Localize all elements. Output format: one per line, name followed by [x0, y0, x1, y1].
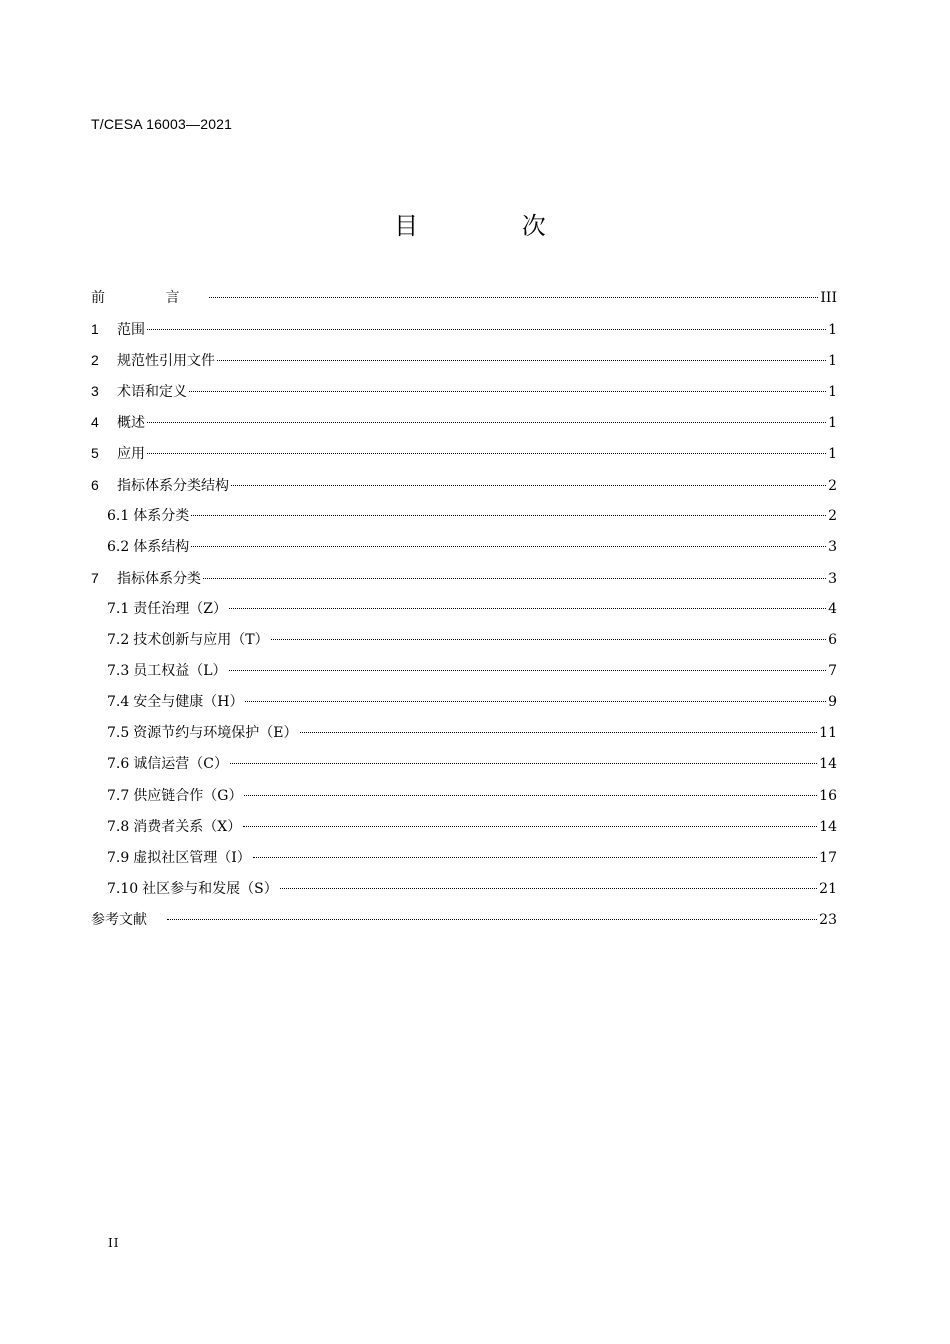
toc-entry-page: III [820, 290, 837, 306]
dot-leader [203, 578, 826, 579]
toc-entry-number: 7.5 [107, 725, 130, 742]
dot-leader [244, 795, 817, 796]
toc-entry-label: 技术创新与应用（T） [133, 632, 269, 649]
toc-entry-label: 员工权益（L） [133, 663, 227, 680]
toc-entry-label: 应用 [117, 446, 145, 463]
dot-leader [189, 391, 826, 392]
toc-entry-page: 9 [828, 694, 837, 711]
toc-entry-number: 1 [91, 321, 99, 338]
toc-entry-number: 6 [91, 476, 99, 493]
toc-entry-page: 23 [819, 911, 837, 928]
dot-leader [209, 297, 818, 298]
document-code: T/CESA 16003—2021 [91, 116, 233, 132]
toc-entry[interactable] [91, 625, 837, 656]
toc-entry-page: 4 [828, 600, 837, 617]
toc-entry-label: 前 言 [91, 290, 208, 306]
toc-entry-number: 6.1 [107, 507, 130, 524]
toc-entry[interactable] [91, 812, 837, 843]
dot-leader [147, 329, 826, 330]
dot-leader [229, 608, 826, 609]
toc-entry[interactable] [91, 438, 837, 469]
toc-entry-label: 消费者关系（X） [133, 818, 242, 835]
toc-entry-page: 2 [828, 477, 837, 494]
toc-entry-number: 7.2 [107, 632, 130, 649]
toc-entry[interactable] [91, 563, 837, 594]
toc-entry-number: 6.2 [107, 538, 130, 555]
dot-leader [147, 422, 826, 423]
toc-entry[interactable] [91, 874, 837, 905]
dot-leader [300, 732, 818, 733]
toc-entry-number: 7.9 [107, 849, 130, 866]
toc-entry-label: 概述 [117, 415, 145, 432]
toc-entry-number: 3 [91, 383, 99, 400]
toc-entry-number: 7.4 [107, 694, 130, 711]
toc-entry-page: 3 [828, 538, 837, 555]
toc-entry-page: 3 [828, 570, 837, 587]
toc-entry-label: 体系分类 [133, 507, 190, 524]
toc-entry-label: 虚拟社区管理（I） [133, 849, 251, 866]
toc-entry[interactable] [91, 376, 837, 407]
toc-entry[interactable] [91, 283, 837, 314]
toc-entry-label: 规范性引用文件 [117, 353, 215, 370]
toc-entry-page: 2 [828, 507, 837, 524]
toc-entry[interactable] [91, 687, 837, 718]
toc-entry-label: 诚信运营（C） [133, 756, 228, 773]
toc-entry-label: 术语和定义 [117, 384, 187, 401]
toc-entry-label: 社区参与和发展（S） [142, 880, 278, 897]
dot-leader [231, 485, 826, 486]
toc-entry-page: 1 [828, 353, 837, 370]
toc-entry-number: 7.6 [107, 756, 130, 773]
toc-entry-label: 参考文献 [91, 911, 147, 928]
table-of-contents [91, 283, 837, 936]
toc-entry[interactable] [91, 843, 837, 874]
toc-entry-label: 资源节约与环境保护（E） [133, 725, 298, 742]
dot-leader [243, 826, 817, 827]
dot-leader [245, 701, 826, 702]
toc-entry-number: 7.10 [107, 880, 139, 897]
toc-entry-number: 7.8 [107, 818, 130, 835]
toc-entry-label: 指标体系分类 [117, 570, 201, 587]
toc-entry[interactable] [91, 749, 837, 780]
toc-entry-number: 7 [91, 569, 99, 586]
dot-leader [271, 639, 826, 640]
toc-entry[interactable] [91, 345, 837, 376]
dot-leader [167, 919, 817, 920]
dot-leader [229, 670, 827, 671]
toc-entry-page: 1 [828, 322, 837, 339]
toc-entry-number: 7.1 [107, 600, 130, 617]
toc-entry[interactable] [91, 718, 837, 749]
toc-entry-page: 17 [819, 849, 837, 866]
toc-entry-label: 安全与健康（H） [133, 694, 244, 711]
toc-entry-page: 7 [828, 663, 837, 680]
toc-entry[interactable] [91, 314, 837, 345]
toc-entry-page: 21 [819, 880, 837, 897]
toc-entry[interactable] [91, 532, 837, 563]
toc-entry-page: 14 [819, 756, 837, 773]
toc-entry[interactable] [91, 407, 837, 438]
toc-entry[interactable] [91, 470, 837, 501]
toc-entry-number: 5 [91, 445, 99, 462]
page-title: 目 次 [394, 212, 594, 240]
page-number: II [108, 1236, 120, 1250]
dot-leader [217, 360, 826, 361]
toc-entry-page: 1 [828, 446, 837, 463]
dot-leader [191, 515, 826, 516]
toc-entry[interactable] [91, 656, 837, 687]
dot-leader [280, 888, 817, 889]
toc-entry-number: 7.3 [107, 663, 130, 680]
toc-entry[interactable] [91, 501, 837, 532]
dot-leader [191, 546, 826, 547]
toc-entry-page: 16 [819, 787, 837, 804]
toc-entry-page: 11 [819, 725, 837, 742]
dot-leader [147, 453, 826, 454]
toc-entry-number: 2 [91, 352, 99, 369]
toc-entry-page: 14 [819, 818, 837, 835]
toc-entry-number: 7.7 [107, 787, 130, 804]
toc-entry-label: 范围 [117, 322, 145, 339]
toc-entry-label: 指标体系分类结构 [117, 477, 229, 494]
toc-entry[interactable] [91, 594, 837, 625]
toc-entry-label: 体系结构 [133, 538, 190, 555]
toc-entry[interactable] [91, 781, 837, 812]
toc-entry-number: 4 [91, 414, 99, 431]
toc-entry-page: 1 [828, 415, 837, 432]
dot-leader [253, 857, 817, 858]
toc-entry-label: 供应链合作（G） [133, 787, 243, 804]
dot-leader [230, 763, 817, 764]
toc-entry-page: 1 [828, 384, 837, 401]
toc-entry-label: 责任治理（Z） [133, 600, 227, 617]
toc-entry[interactable] [91, 905, 837, 936]
toc-entry-page: 6 [828, 632, 837, 649]
